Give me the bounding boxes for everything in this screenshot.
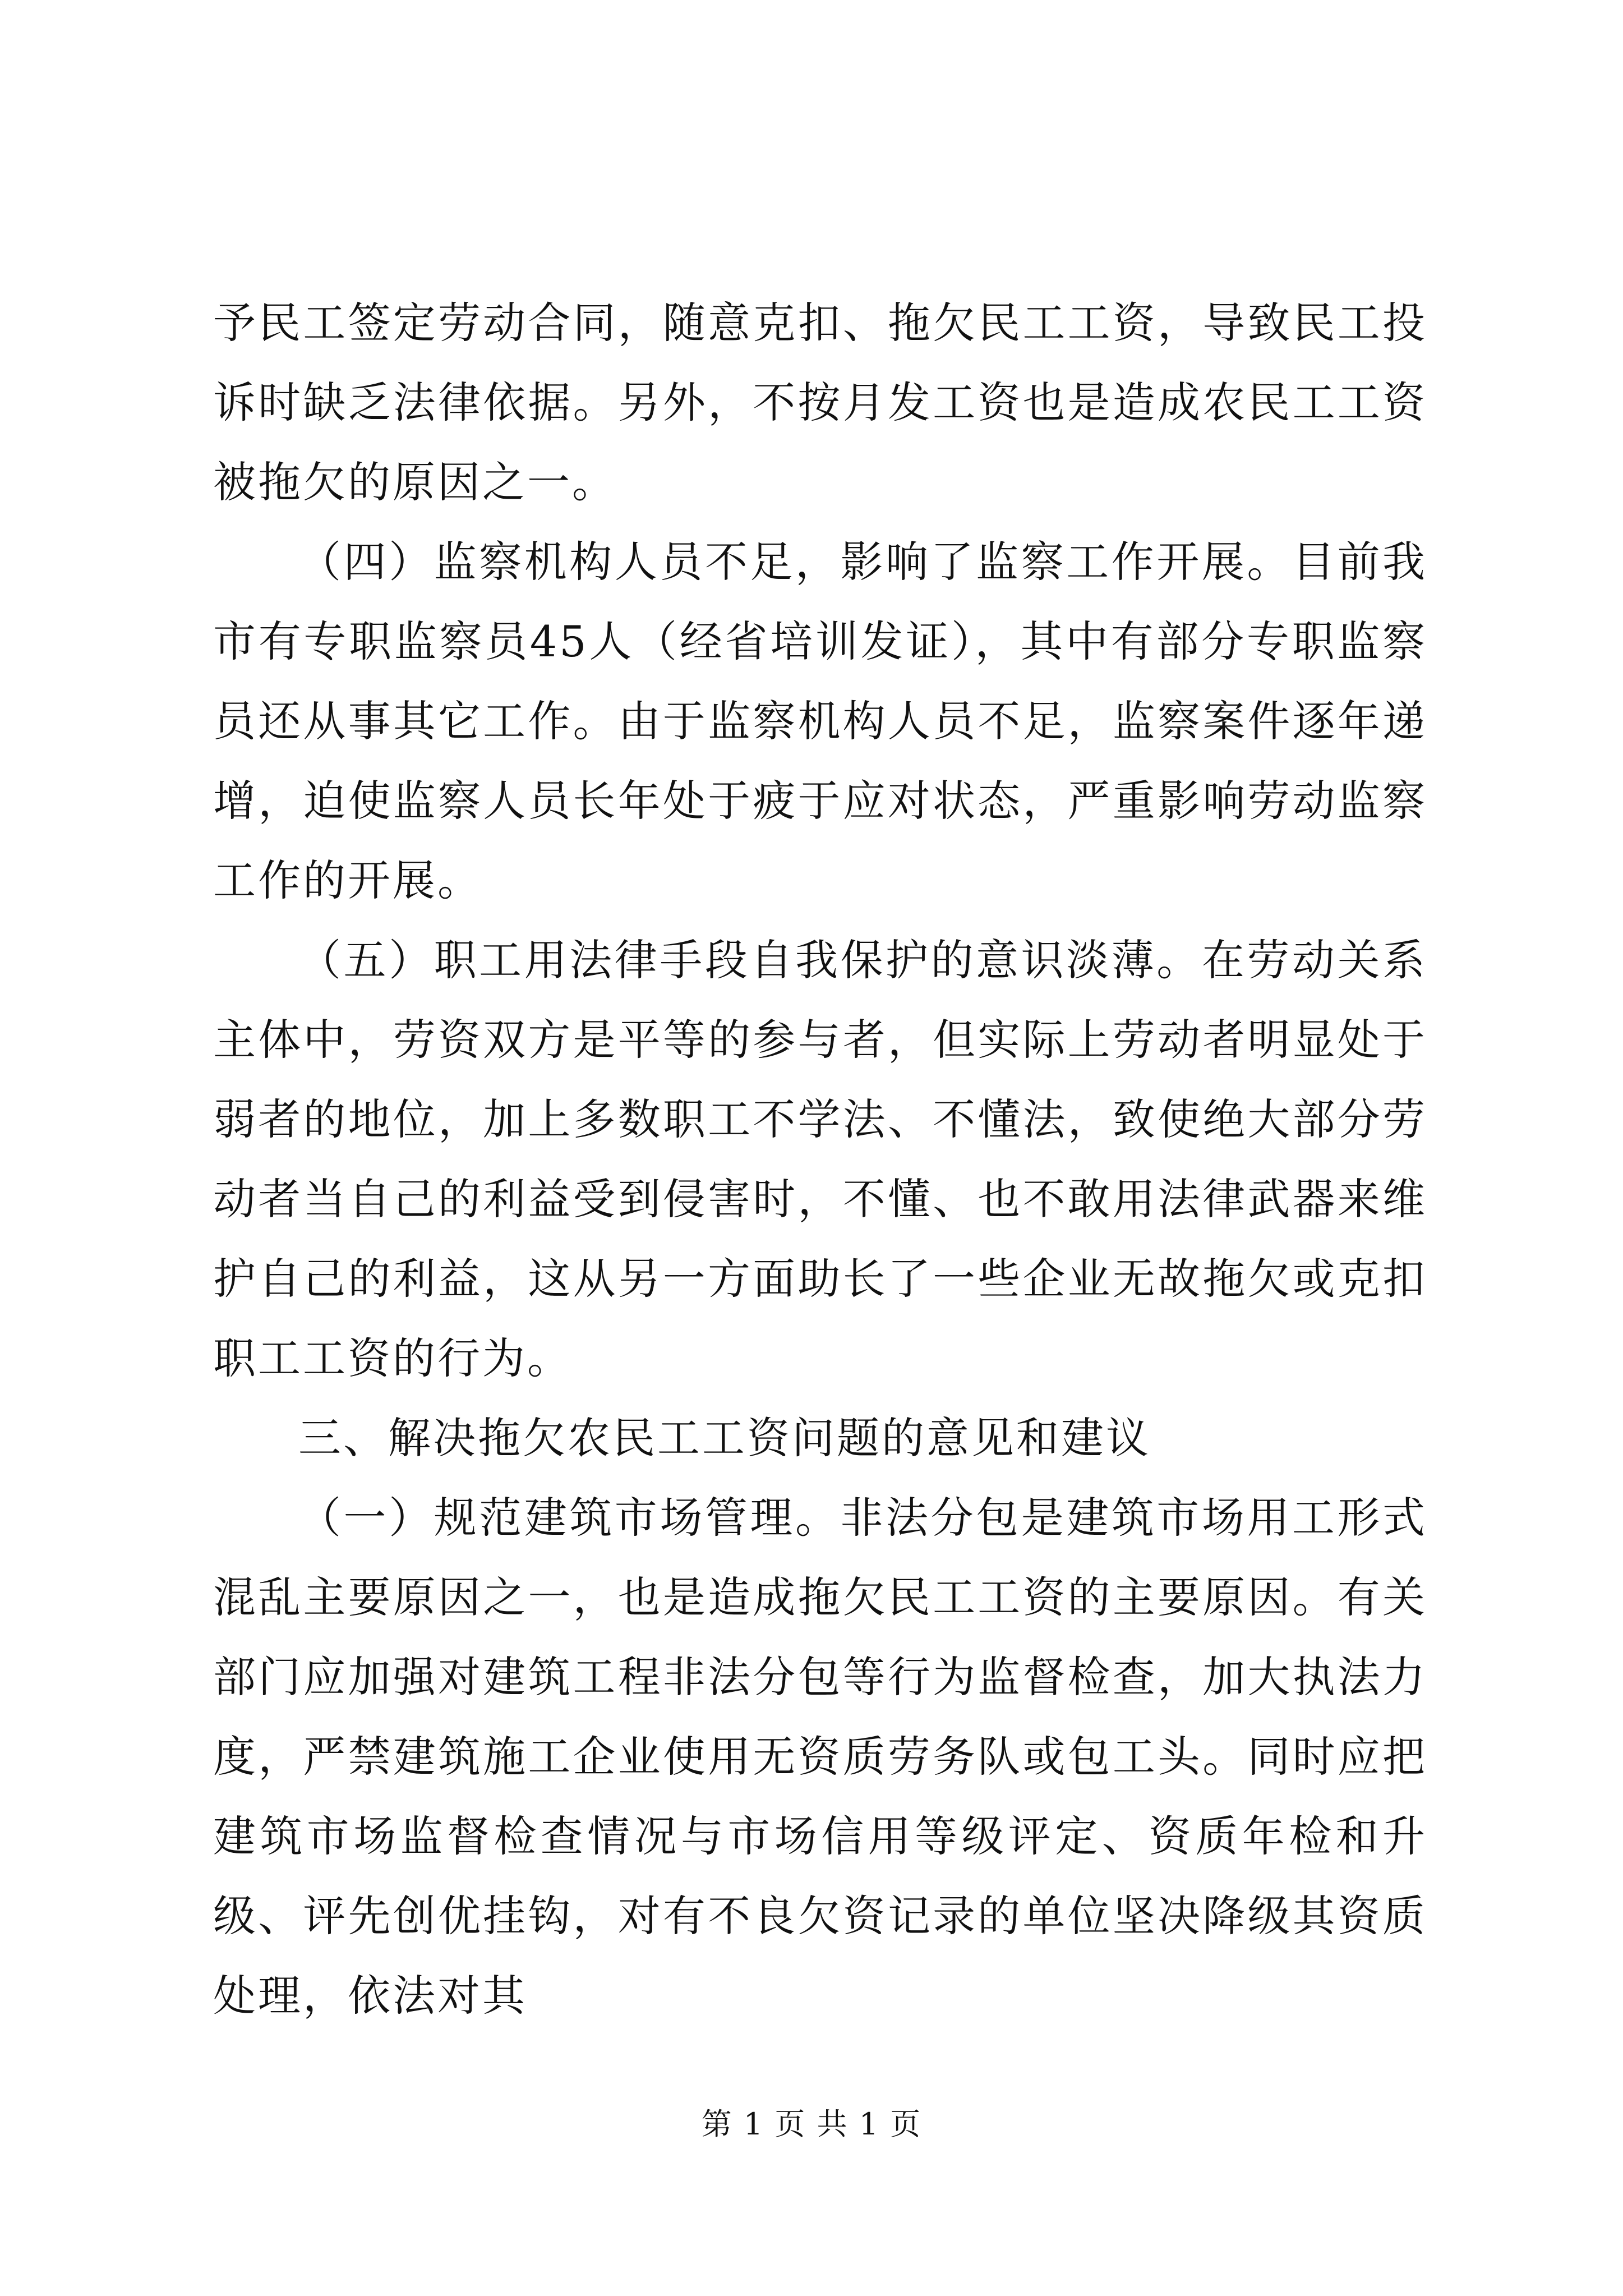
paragraph-section-four: （四）监察机构人员不足，影响了监察工作开展。目前我市有专职监察员45人（经省培训发证），其中有部分专职监察员还从事其它工作。由于监察机构人员不足，监察案件逐年递增，迫使监察人员长年处于疲于应对状态，严重影响劳动监察工作的开展。: [213, 537, 1427, 905]
paragraph-section-five: （五）职工用法律手段自我保护的意识淡薄。在劳动关系主体中，劳资双方是平等的参与者，但实际上劳动者明显处于弱者的地位，加上多数职工不学法、不懂法，致使绝大部分劳动者当自己的利益受到侵害时，不懂、也不敢用法律武器来维护自己的利益，这从另一方面助长了一些企业无故拖欠或克扣职工工资的行为。: [213, 935, 1427, 1383]
page-footer: 第 1 页 共 1 页: [701, 2106, 922, 2142]
paragraph-recommendation-one: （一）规范建筑市场管理。非法分包是建筑市场用工形式混乱主要原因之一，也是造成拖欠民工工资的主要原因。有关部门应加强对建筑工程非法分包等行为监督检查，加大执法力度，严禁建筑施工企业使用无资质劳务队或包工头。同时应把建筑市场监督检查情况与市场信用等级评定、资质年检和升级、评先创优挂钩，对有不良欠资记录的单位坚决降级其资质处理，依法对其: [213, 1493, 1427, 2021]
paragraph-continued: 予民工签定劳动合同，随意克扣、拖欠民工工资，导致民工投诉时缺乏法律依据。另外，不按月发工资也是造成农民工工资被拖欠的原因之一。: [213, 298, 1427, 507]
section-heading: 三、解决拖欠农民工工资问题的意见和建议: [298, 1413, 1151, 1463]
document-body: [213, 283, 1427, 2036]
